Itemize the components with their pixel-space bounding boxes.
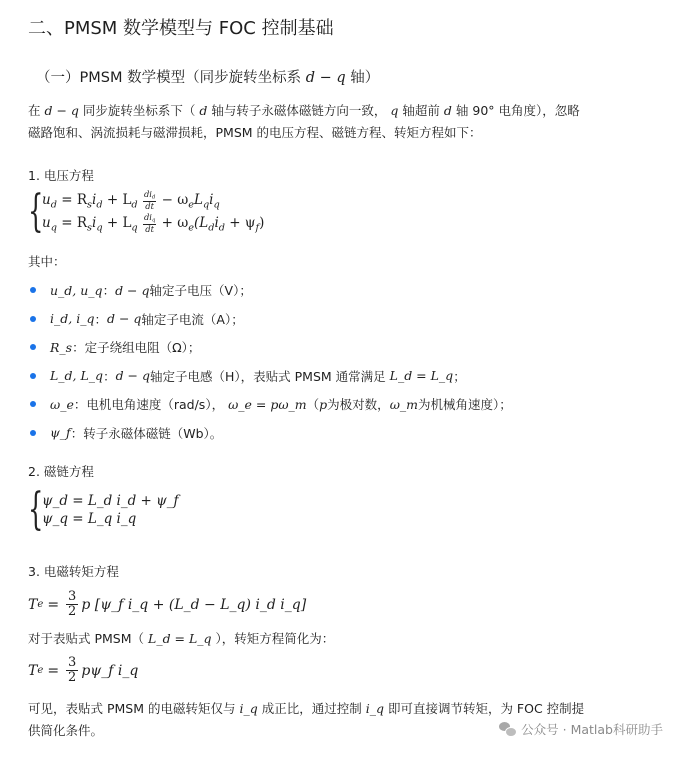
sub-heading-suffix: 轴） <box>350 70 380 86</box>
torque-lhs-sub: e <box>37 665 44 677</box>
sub-heading-math: d − q <box>305 70 346 86</box>
torque-lhs: T <box>28 662 38 679</box>
symbol-math-omega: ω_e = pω_m <box>228 396 307 412</box>
fraction-three-halves: $\frac{3}{2}$ <box>68 655 77 686</box>
intro-math-d: d <box>199 103 208 118</box>
bullet-dot <box>30 287 36 293</box>
torque-lhs: T <box>28 596 38 613</box>
section-torque-title: 3. 电磁转矩方程 <box>28 564 119 579</box>
symbol-colon: ： <box>102 283 116 299</box>
symbol-math: u_d, u_q <box>50 282 103 298</box>
list-item <box>28 390 512 419</box>
list-item <box>28 419 512 448</box>
intro-text-3: 轴与转子永磁体磁链方向一致， <box>211 103 387 118</box>
conclusion-line-2: 供简化条件。 <box>28 723 104 738</box>
fraction-diq-dt: $\frac{\text{diq}}{dt}$ <box>143 212 156 234</box>
symbol-math: ψ_f <box>50 425 71 441</box>
section-voltage-title: 1. 电压方程 <box>28 168 94 183</box>
surface-note-pre: 对于表贴式 PMSM（ <box>28 631 145 646</box>
voltage-equation-lines <box>42 190 264 234</box>
intro-text-1: 在 <box>28 103 41 118</box>
sub-heading <box>36 66 379 87</box>
equals-sign: = <box>47 662 60 679</box>
flux-equation <box>28 484 179 535</box>
bullet-dot <box>30 430 36 436</box>
watermark <box>499 720 663 738</box>
symbol-math-dq: d − q <box>115 282 150 298</box>
voltage-eq-d: $u_d = R_si_d + L_d$ $\frac{\text{did}}{dt}$ − $\omega_eL_qi_q$ <box>42 189 220 212</box>
surface-note-math: L_d = L_q <box>148 631 212 646</box>
sub-heading-prefix: （一）PMSM 数学模型（同步旋转坐标系 <box>36 70 302 86</box>
symbol-list <box>28 276 512 447</box>
main-heading: 二、PMSM 数学模型与 FOC 控制基础 <box>28 18 334 39</box>
symbol-desc: 定子绕组电阻（Ω）； <box>84 340 201 356</box>
where-label: 其中： <box>28 254 66 269</box>
voltage-equation <box>28 186 265 237</box>
conclusion-math-iq: i_q <box>239 701 258 716</box>
torque-lhs-sub: e <box>37 599 44 611</box>
conclusion-math-iq2: i_q <box>365 701 384 716</box>
symbol-colon: ： <box>73 397 87 413</box>
intro-line-2: 磁路饱和、涡流损耗与磁滞损耗，PMSM 的电压方程、磁链方程、转矩方程如下： <box>28 125 482 140</box>
symbol-colon: ： <box>103 368 116 384</box>
bullet-dot <box>30 344 36 350</box>
surface-note <box>28 628 334 650</box>
bullet-dot <box>30 316 36 322</box>
intro-math-d2: d <box>443 103 452 118</box>
torque-rhs: p [ψ_f i_q + (L_d − L_q) i_d i_q] <box>81 596 307 613</box>
symbol-math-ld-eq-lq: L_d = L_q <box>389 368 454 384</box>
torque-equation <box>28 590 306 620</box>
equals-sign: = <box>47 596 60 613</box>
symbol-desc: 轴定子电压（V）； <box>149 283 252 299</box>
list-item <box>28 276 512 305</box>
torque-equation-simplified <box>28 656 138 686</box>
list-item <box>28 333 512 362</box>
conclusion-text-3: 即可直接调节转矩，为 FOC 控制提 <box>387 701 585 716</box>
intro-text-5: 轴 90° 电角度），忽略 <box>455 103 580 118</box>
symbol-colon: ： <box>70 425 84 441</box>
flux-equation-lines <box>42 493 178 527</box>
symbol-end: ； <box>453 368 466 384</box>
symbol-desc: 轴定子电感（H），表贴式 PMSM 通常满足 <box>150 368 386 384</box>
symbol-text: 为机械角速度）； <box>417 397 512 413</box>
bullet-dot <box>30 401 36 407</box>
symbol-math-omega-m: ω_m <box>389 396 418 412</box>
symbol-math: L_d, L_q <box>50 368 104 384</box>
list-item <box>28 305 512 334</box>
symbol-colon: ： <box>94 311 107 327</box>
symbol-math-dq: d − q <box>115 368 151 384</box>
conclusion-text-2: 成正比，通过控制 <box>261 701 362 716</box>
list-item <box>28 362 512 391</box>
symbol-text: （ <box>306 397 320 413</box>
fraction-three-halves: $\frac{3}{2}$ <box>68 589 77 620</box>
flux-eq-d: ψ_d = L_d i_d + ψ_f <box>42 493 179 509</box>
torque-rhs: pψ_f i_q <box>81 662 139 679</box>
intro-text-4: 轴超前 <box>402 103 440 118</box>
wechat-icon <box>499 722 515 736</box>
symbol-colon: ： <box>72 340 85 356</box>
section-flux-title: 2. 磁链方程 <box>28 464 94 479</box>
symbol-text: 为极对数， <box>327 397 390 413</box>
surface-note-post: ），转矩方程简化为： <box>215 631 335 646</box>
symbol-desc: 转子永磁体磁链（Wb）。 <box>83 425 223 441</box>
symbol-desc: 轴定子电流（A）； <box>141 311 244 327</box>
bullet-dot <box>30 373 36 379</box>
intro-math-q: q <box>390 103 399 118</box>
watermark-text: 公众号 · Matlab科研助手 <box>521 722 663 737</box>
intro-math-dq: d − q <box>44 103 79 118</box>
symbol-math: R_s <box>50 339 73 355</box>
conclusion-text-1: 可见，表贴式 PMSM 的电磁转矩仅与 <box>28 701 236 716</box>
intro-paragraph <box>28 100 668 144</box>
intro-text-2: 同步旋转坐标系下（ <box>82 103 196 118</box>
fraction-did-dt: $\frac{\text{did}}{dt}$ <box>143 189 156 212</box>
symbol-math: i_d, i_q <box>50 311 95 327</box>
voltage-eq-q: $u_q = R_si_q + L_q$ $\frac{\text{diq}}{dt}$ + $\omega_e(L_di_d + \psi_f)$ <box>42 212 265 234</box>
flux-eq-q: ψ_q = L_q i_q <box>42 511 137 527</box>
symbol-math-p: p <box>319 396 328 412</box>
symbol-math: ω_e <box>50 396 74 412</box>
symbol-desc: 电机电角速度（rad/s）， <box>86 397 225 413</box>
brace-left: { <box>28 484 44 535</box>
brace-left: { <box>28 186 44 237</box>
symbol-math-dq: d − q <box>106 311 142 327</box>
